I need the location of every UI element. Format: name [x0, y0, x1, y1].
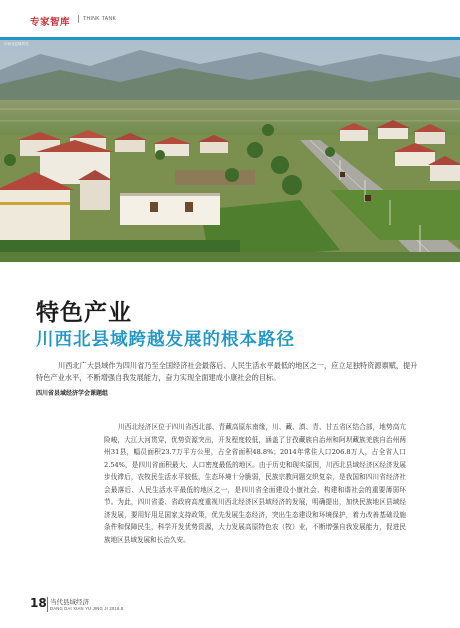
article-title: 特色产业 — [36, 300, 132, 326]
page-number: 18 — [30, 596, 47, 610]
page-header — [0, 0, 460, 38]
landscape-illustration — [0, 40, 460, 262]
cover-photo — [0, 40, 460, 262]
section-label: 专家智库 — [30, 17, 71, 28]
photo-caption: 川西北县域风光 — [4, 42, 29, 46]
article-body: 川西北经济区位于四川省西北部、青藏高原东南缘，川、藏、滇、青、甘五省区结合部，地势高亢险峻，大江大河贯穿，优势资源突出，开发程度较低，涵盖了甘孜藏族自治州和阿坝藏族羌族自治州两州31县，幅员面积23.7万平方公里，占全省面积48.8%；2014年常住人口206.8万人，占全省人口2.54%，是四川省面积最大、人口密度最低的地区。由于历史和现实原因，川西北县域经济区经济发展步伐滞后，农牧民生活水平较低，生态环境十分脆弱，民族宗教问题交织复杂，是我国和四川省经济社会最落后、人民生活水平最低的地区之一，是四川省全面建设小康社会、构建和谐社会的重要薄弱环节。为此，四川省委、省政府高度重视川西北经济区县域经济的发展，明确提出，加快民族地区县域经济发展，要用好用足国家支持政策，优先发展生态经济，突出生态建设和环境保护，着力改善基础设施条件和保障民生，科学开发优势资源，大力发展高原特色农（牧）业，不断增强自我发展能力，促进民族地区县域发展和长治久安。 — [104, 423, 406, 544]
header-separator — [78, 15, 79, 23]
section-label-en: THINK TANK — [83, 16, 117, 22]
footer-divider — [47, 597, 48, 612]
article-subtitle: 川西北县域跨越发展的根本路径 — [36, 330, 295, 350]
article-author: 四川省县域经济学会课题组 — [36, 390, 109, 397]
magazine-issue: DANG DAI XIAN YU JING JI 2016.8 — [50, 606, 124, 611]
magazine-name: 当代县域经济 — [50, 598, 89, 606]
article-lead: 川西北广大县域作为四川省乃至全国经济社会最落后、人民生活水平最低的地区之一，应立足独特资源禀赋，提升特色产业水平，不断增强自我发展能力，奋力实现全面建成小康社会的目标。 — [36, 361, 418, 382]
